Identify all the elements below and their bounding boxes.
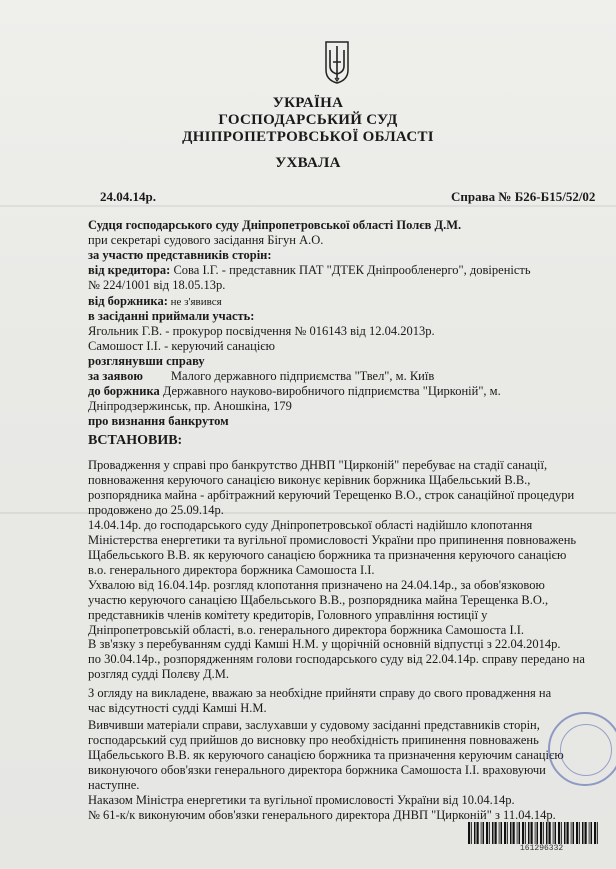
paragraph-2: [88, 518, 596, 578]
claim-text: Малого державного підприємства "Твел", м. Київ: [170, 369, 435, 383]
creditor-text: Сова І.Г. - представник ПАТ "ДТЕК Дніпрообленерго", довіреність: [170, 263, 531, 277]
paragraph-1: [88, 458, 596, 518]
text-line: Щабельського В.В. як керуючого санацією боржника та призначення керуючим санацією: [88, 748, 564, 763]
text-line: повноваження керуючого санацією виконує керівник боржника Щабельський В.В.,: [88, 473, 531, 488]
claim-line: [88, 369, 434, 384]
barcode-number: 161296332: [520, 844, 564, 853]
against-line2: Дніпродзержинськ, пр. Аношкіна, 179: [88, 399, 292, 413]
text-line: по 30.04.14р., розпорядженням голови господарського суду від 22.04.14р. справу передано на: [88, 652, 585, 667]
paragraph-6: [88, 718, 596, 793]
document-date: 24.04.14р.: [100, 189, 156, 204]
country-title: УКРАЇНА: [272, 95, 344, 111]
participants-heading: в засіданні приймали участь:: [88, 309, 255, 323]
considering-heading: розглянувши справу: [88, 354, 205, 368]
text-line: Дніпропетровській області, в.о. генерального директора боржника Самошоста І.І.: [88, 623, 525, 638]
participant-prosecutor: Ягольник Г.В. - прокурор посвідчення № 016143 від 12.04.2013р.: [88, 324, 435, 338]
text-line: Вивчивши матеріали справи, заслухавши у судовому засіданні представників сторін,: [88, 718, 540, 732]
against-line: [88, 384, 501, 399]
text-line: В зв'язку з перебуванням судді Камші Н.М. у щорічній основній відпустці з 22.04.2014р.: [88, 637, 561, 651]
secretary-line: при секретарі судового засідання Бігун А.О.: [88, 233, 324, 247]
participant-manager: Самошост І.І. - керуючий санацією: [88, 339, 276, 353]
text-line: розпорядника майна - арбітражний керуючий Терещенко В.О., строк санаційної процедури: [88, 488, 575, 503]
text-line: З огляду на викладене, вважаю за необхідне прийняти справу до свого провадження на: [88, 686, 552, 700]
paragraph-3: [88, 578, 596, 638]
against-text: Державного науково-виробничого підприємства "Цирконій", м.: [159, 384, 501, 398]
trident-emblem-icon: [324, 40, 350, 84]
text-line: в.о. генерального директора боржника Самошоста І.І.: [88, 563, 375, 578]
debtor-label: від боржника:: [88, 294, 168, 308]
established-heading: ВСТАНОВИВ:: [88, 433, 183, 448]
paragraph-7: [88, 793, 596, 823]
against-label: до боржника: [88, 384, 160, 398]
barcode-icon: [468, 822, 602, 844]
text-line: розгляд судді Полєву Д.М.: [88, 667, 230, 682]
document-type-title: УХВАЛА: [275, 155, 341, 171]
judge-line: Судця господарського суду Дніпропетровської області Полєв Д.М.: [88, 218, 462, 232]
with-reps-heading: за участю представників сторін:: [88, 248, 272, 262]
text-line: час відсутності судді Камші Н.М.: [88, 701, 267, 716]
text-line: виконуючого обов'язки генерального директора боржника Самошоста І.І. враховуючи: [88, 763, 546, 778]
text-line: наступне.: [88, 778, 140, 793]
official-stamp: [548, 712, 616, 786]
subject-line: про визнання банкрутом: [88, 414, 229, 428]
debtor-text: не з'явився: [167, 296, 222, 308]
creditor-label: від кредитора:: [88, 263, 171, 277]
paragraph-5: [88, 686, 596, 716]
text-line: Провадження у справі про банкрутство ДНВП "Цирконій" перебуває на стадії санації,: [88, 458, 548, 472]
claim-label: за заявою: [88, 369, 143, 383]
text-line: продовжено до 25.09.14р.: [88, 503, 224, 518]
case-number: Справа № Б26-Б15/52/02: [451, 189, 596, 204]
text-line: Міністерства енергетики та вугільної промисловості України про припинення повноважень: [88, 533, 577, 548]
creditor-line2: № 224/1001 від 18.05.13р.: [88, 278, 226, 292]
text-line: № 61-к/к виконуючим обов'язки генерального директора ДНВП "Цирконій" з 11.04.14р.: [88, 808, 556, 823]
text-line: участю керуючого санацією Щабельського В.В., розпорядника майна Терещенка В.О.,: [88, 593, 549, 608]
text-line: господарський суд прийшов до висновку про необхідність припинення повноважень: [88, 733, 539, 748]
court-title-line1: ГОСПОДАРСЬКИЙ СУД: [218, 112, 398, 128]
text-line: Щабельського В.В. як керуючого санацією боржника та призначення керуючого санацією: [88, 548, 567, 563]
paragraph-4: [88, 637, 596, 682]
debtor-line: [88, 294, 222, 310]
text-line: Ухвалою від 16.04.14р. розгляд клопотання призначено на 24.04.14р., за обов'язковою: [88, 578, 545, 592]
text-line: представників членів комітету кредиторів, Головного управління юстиції у: [88, 608, 488, 623]
court-title-line2: ДНІПРОПЕТРОВСЬКОЇ ОБЛАСТІ: [182, 129, 434, 145]
creditor-line: [88, 263, 596, 278]
text-line: 14.04.14р. до господарського суду Дніпропетровської області надійшло клопотання: [88, 518, 533, 532]
text-line: Наказом Міністра енергетики та вугільної промисловості України від 10.04.14р.: [88, 793, 515, 807]
